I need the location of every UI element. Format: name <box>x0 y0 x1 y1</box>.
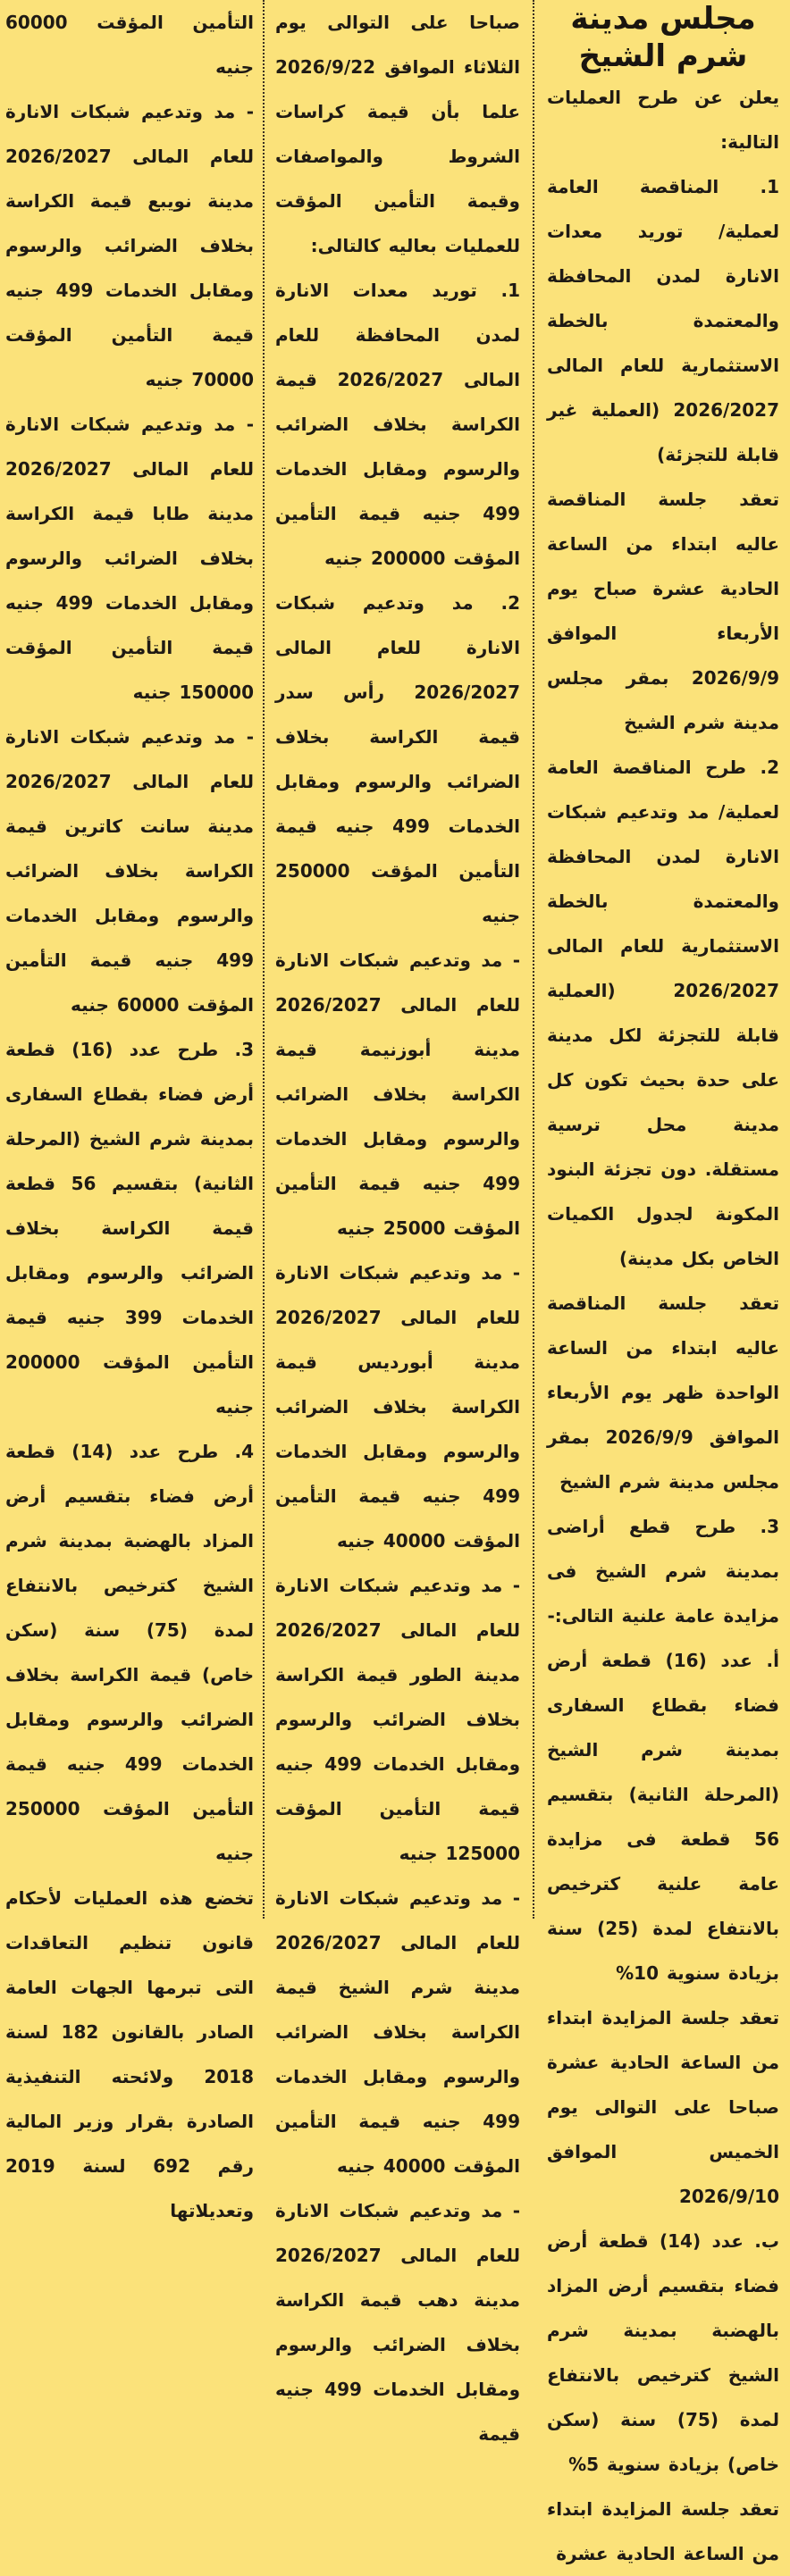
fee-item: - مد وتدعيم شبكات الانارة للعام المالى 2026/2027 مدينة أبورديس قيمة الكراسة بخلاف الضرائب والرسوم ومقابل الخدمات 499 جنيه قيمة التأمين المؤقت 40000 جنيه <box>275 1262 520 1551</box>
column-middle <box>268 0 529 2445</box>
column-divider <box>263 0 265 1919</box>
fee-item: - مد وتدعيم شبكات الانارة للعام المالى 2026/2027 مدينة نويبع قيمة الكراسة بخلاف الضرائب والرسوم ومقابل الخدمات 499 جنيه قيمة التأمين المؤقت 70000 جنيه <box>5 101 254 390</box>
fee-item: التأمين المؤقت 60000 جنيه <box>5 12 254 78</box>
fee-item: - مد وتدعيم شبكات الانارة للعام المالى 2026/2027 مدينة شرم الشيخ قيمة الكراسة بخلاف الضرائب والرسوم ومقابل الخدمات 499 جنيه قيمة التأمين المؤقت 40000 جنيه <box>275 1887 520 2177</box>
fees-intro: صباحا على التوالى يوم الثلاثاء الموافق 2026/9/22 علما بأن قيمة كراسات الشروط والمواصفات وقيمة التأمين المؤقت للعمليات بعاليه كالتالى: <box>275 12 520 256</box>
land-auction-a: أ. عدد (16) قطعة أرض فضاء بقطاع السفارى بمدينة شرم الشيخ (المرحلة الثانية) بتقسيم 56 قطعة فى مزايدة عامة علنية كترخيص بالانتفاع لمدة (25) سنة بزيادة سنوية 10% <box>547 1650 779 1984</box>
fee-item: - مد وتدعيم شبكات الانارة للعام المالى 2026/2027 مدينة سانت كاترين قيمة الكراسة بخلاف الضرائب والرسوم ومقابل الخدمات 499 جنيه قيمة التأمين المؤقت 60000 جنيه <box>5 726 254 1016</box>
tender-1-session: تعقد جلسة المناقصة عاليه ابتداء من الساعة الحادية عشرة صباح يوم الأربعاء الموافق 2026/9/9 بمقر مجلس مدينة شرم الشيخ <box>547 489 779 733</box>
intro-paragraph: يعلن عن طرح العمليات التالية: <box>547 87 779 153</box>
column-right <box>540 0 790 2564</box>
fee-item: 2. مد وتدعيم شبكات الانارة للعام المالى 2026/2027 رأس سدر قيمة الكراسة بخلاف الضرائب والرسوم ومقابل الخدمات 499 جنيه قيمة التأمين المؤقت 250000 جنيه <box>275 592 520 926</box>
council-title <box>547 0 779 75</box>
fee-item: 4. طرح عدد (14) قطعة أرض فضاء بتقسيم أرض المزاد بالهضبة بمدينة شرم الشيخ كترخيص بالانتفاع لمدة (75) سنة (سكن خاص) قيمة الكراسة بخلاف الضرائب والرسوم ومقابل الخدمات 499 جنيه قيمة التأمين المؤقت 250000 جنيه <box>5 1441 254 1864</box>
title-line-2: شرم الشيخ <box>578 38 748 74</box>
fee-item: - مد وتدعيم شبكات الانارة للعام المالى 2026/2027 مدينة طابا قيمة الكراسة بخلاف الضرائب والرسوم ومقابل الخدمات 499 جنيه قيمة التأمين المؤقت 150000 جنيه <box>5 414 254 703</box>
land-auction-heading: 3. طرح قطع أراضى بمدينة شرم الشيخ فى مزايدة عامة علنية التالى:- <box>547 1516 779 1627</box>
land-auction-a-session: تعقد جلسة المزايدة ابتداء من الساعة الحادية عشرة صباحا على التوالى يوم الخميس الموافق 2026/9/10 <box>547 2007 779 2207</box>
fee-item: - مد وتدعيم شبكات الانارة للعام المالى 2026/2027 مدينة الطور قيمة الكراسة بخلاف الضرائب والرسوم ومقابل الخدمات 499 جنيه قيمة التأمين المؤقت 125000 جنيه <box>275 1575 520 1864</box>
land-auction-b-session: تعقد جلسة المزايدة ابتداء من الساعة الحادية عشرة <box>547 2498 779 2564</box>
fee-item: 1. توريد معدات الانارة لمدن المحافظة للعام المالى 2026/2027 قيمة الكراسة بخلاف الضرائب والرسوم ومقابل الخدمات 499 جنيه قيمة التأمين المؤقت 200000 جنيه <box>275 280 520 569</box>
tender-1: 1. المناقصة العامة لعملية/ توريد معدات الانارة لمدن المحافظة والمعتمدة بالخطة الاستثمارية للعام المالى 2026/2027 (العملية غير قابلة للتجزئة) <box>547 176 779 465</box>
column-left <box>0 0 263 2221</box>
fee-item: - مد وتدعيم شبكات الانارة للعام المالى 2026/2027 مدينة أبوزنيمة قيمة الكراسة بخلاف الضرائب والرسوم ومقابل الخدمات 499 جنيه قيمة التأمين المؤقت 25000 جنيه <box>275 949 520 1239</box>
land-auction-b: ب. عدد (14) قطعة أرض فضاء بتقسيم أرض المزاد بالهضبة بمدينة شرم الشيخ كترخيص بالانتفاع لمدة (75) سنة (سكن خاص) بزيادة سنوية 5% <box>547 2230 779 2475</box>
title-line-1: مجلس مدينة <box>570 1 756 37</box>
fee-item: - مد وتدعيم شبكات الانارة للعام المالى 2026/2027 مدينة دهب قيمة الكراسة بخلاف الضرائب والرسوم ومقابل الخدمات 499 جنيه قيمة <box>275 2200 520 2445</box>
legal-note: تخضع هذه العمليات لأحكام قانون تنظيم التعاقدات التى تبرمها الجهات العامة الصادر بالقانون 182 لسنة 2018 ولائحته التنفيذية الصادرة بقرار وزير المالية رقم 692 لسنة 2019 وتعديلاتها <box>5 1887 254 2221</box>
tender-2: 2. طرح المناقصة العامة لعملية/ مد وتدعيم شبكات الانارة لمدن المحافظة والمعتمدة بالخطة الاستثمارية للعام المالى 2026/2027 (العملية قابلة للتجزئة لكل مدينة على حدة بحيث تكون كل مدينة محل ترسية مستقلة. دون تجزئة البنود المكونة لجدول الكميات الخاص بكل مدينة) <box>547 757 779 1269</box>
fee-item: 3. طرح عدد (16) قطعة أرض فضاء بقطاع السفارى بمدينة شرم الشيخ (المرحلة الثانية) بتقسيم 56 قطعة قيمة الكراسة بخلاف الضرائب والرسوم ومقابل الخدمات 399 جنيه قيمة التأمين المؤقت 200000 جنيه <box>5 1039 254 1418</box>
tender-2-session: تعقد جلسة المناقصة عاليه ابتداء من الساعة الواحدة ظهر يوم الأربعاء الموافق 2026/9/9 بمقر مجلس مدينة شرم الشيخ <box>547 1292 779 1493</box>
column-divider <box>533 0 534 1919</box>
